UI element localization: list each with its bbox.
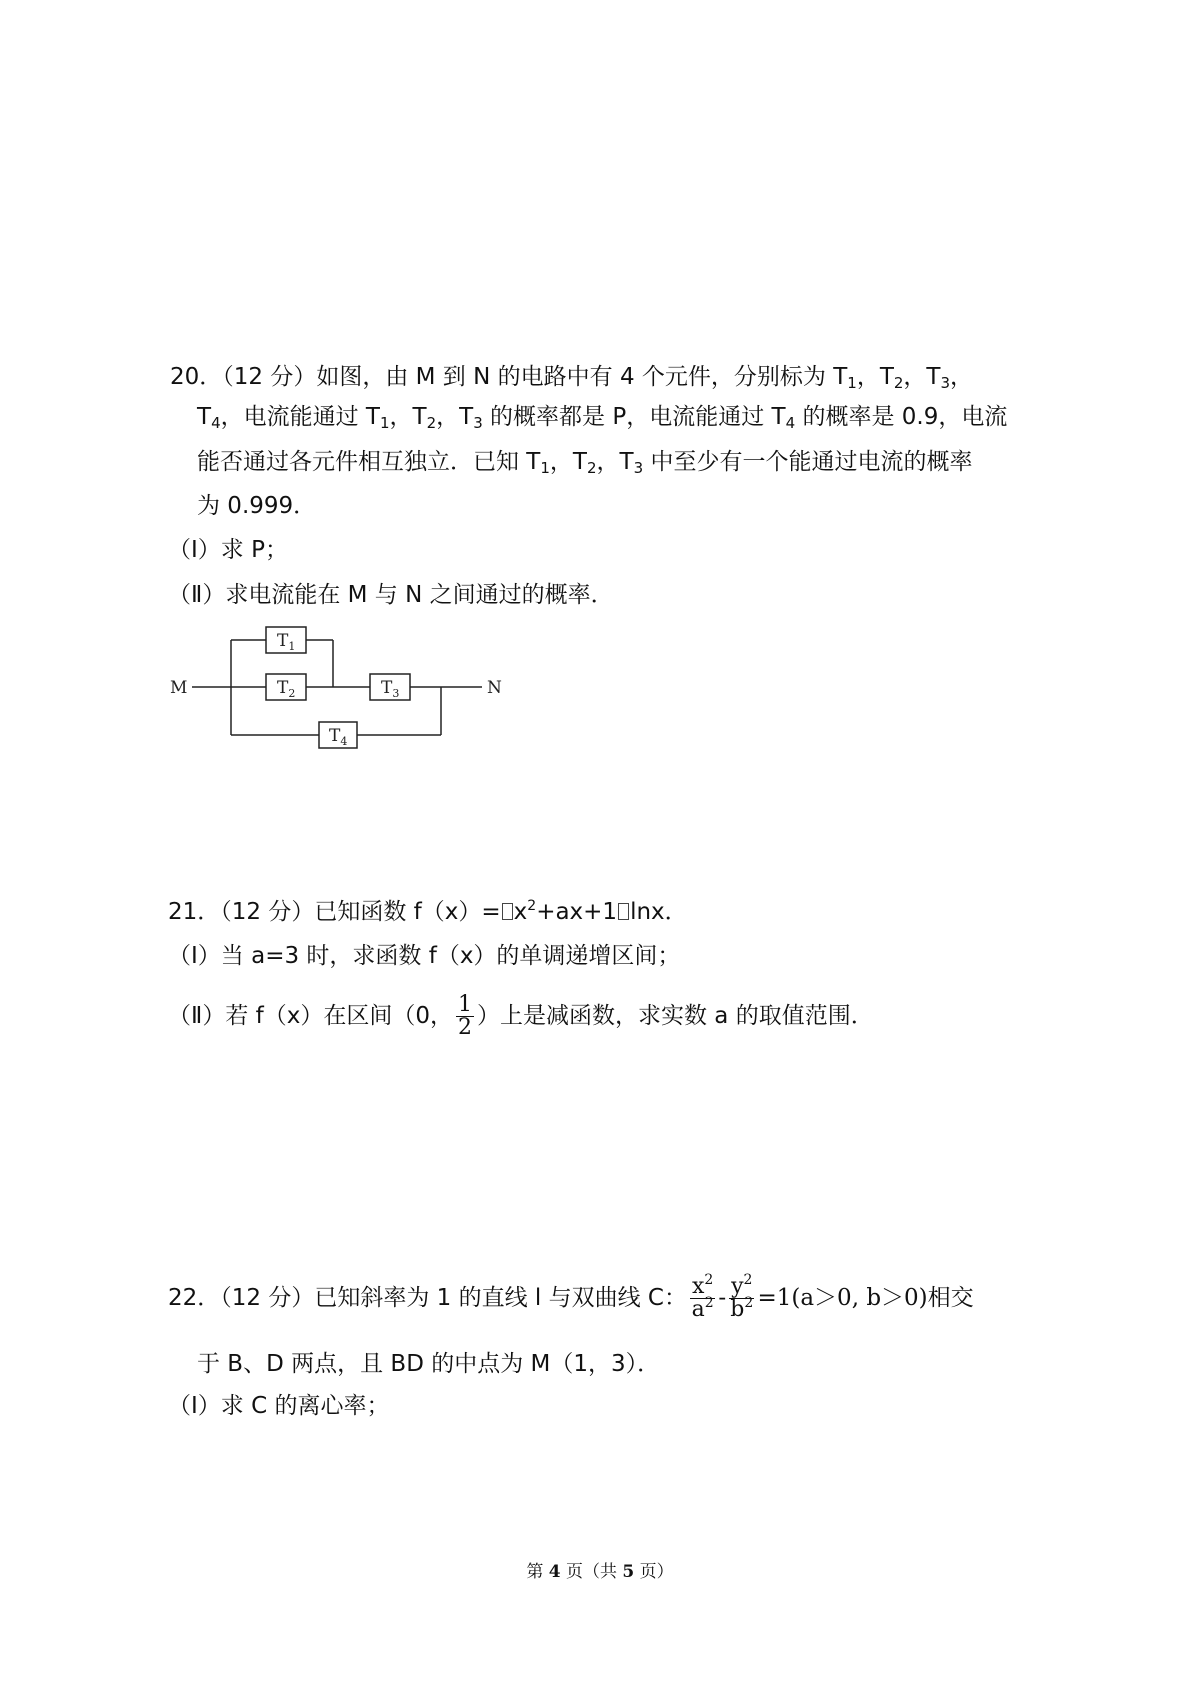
q22-part-1: （Ⅰ）求 C 的离心率；	[168, 1393, 390, 1419]
missing-glyph-box	[502, 903, 513, 920]
label-t3: $T_3$	[381, 678, 400, 700]
page-footer: 第 4 页（共 5 页）	[526, 1562, 674, 1582]
fraction-one-half: $\frac{1}{2}$	[457, 992, 472, 1040]
q22-line-1: 22．（12 分）已知斜率为 1 的直线 l 与双曲线 C： $\frac{x^2}{a^2}$ - $\frac{y^2}{b^2}$ =1(a＞0, b＞0)相交	[168, 1272, 974, 1322]
label-m: M	[170, 678, 188, 698]
q20-line-4: 为 0.999．	[197, 493, 317, 519]
q20-line-2: $T_4$，电流能通过 $T_1$，$T_2$，$T_3$ 的概率都是 P，电流能通过 $T_4$ 的概率是 0.9，电流	[197, 404, 1008, 432]
page-number: 4	[548, 1562, 561, 1582]
page-total: 5	[622, 1562, 635, 1582]
q20-line-3: 能否通过各元件相互独立．已知 $T_1$，$T_2$，$T_3$ 中至少有一个能通过电流的概率	[197, 449, 973, 477]
circuit-diagram	[170, 620, 510, 748]
q20-part-2: （Ⅱ）求电流能在 M 与 N 之间通过的概率．	[168, 582, 614, 608]
q21-part-1: （Ⅰ）当 a=3 时，求函数 f（x）的单调递增区间；	[168, 943, 681, 969]
q22-line-2: 于 B、D 两点，且 BD 的中点为 M（1，3）．	[197, 1351, 661, 1377]
label-t4: $T_4$	[329, 726, 348, 748]
label-t1: $T_1$	[277, 631, 296, 653]
label-n: N	[487, 678, 502, 698]
fraction-x2-a2: $\frac{x^2}{a^2}$	[691, 1272, 714, 1322]
q20-line-1: 20．（12 分）如图，由 M 到 N 的电路中有 4 个元件，分别标为 $T_1$，$T_2$，$T_3$，	[170, 364, 974, 392]
label-t2: $T_2$	[277, 678, 296, 700]
q21-line-1: 21．（12 分）已知函数 $f(x)= x^2+ax+1$ lnx．	[168, 898, 688, 925]
q20-part-1: （Ⅰ）求 P；	[168, 537, 288, 563]
missing-glyph-box	[618, 903, 629, 920]
fraction-y2-b2: $\frac{y^2}{b^2}$	[730, 1272, 754, 1322]
q21-part-2: （Ⅱ）若 f（x）在区间（0， $\frac{1}{2}$ ）上是减函数，求实数 a 的取值范围．	[168, 992, 874, 1040]
